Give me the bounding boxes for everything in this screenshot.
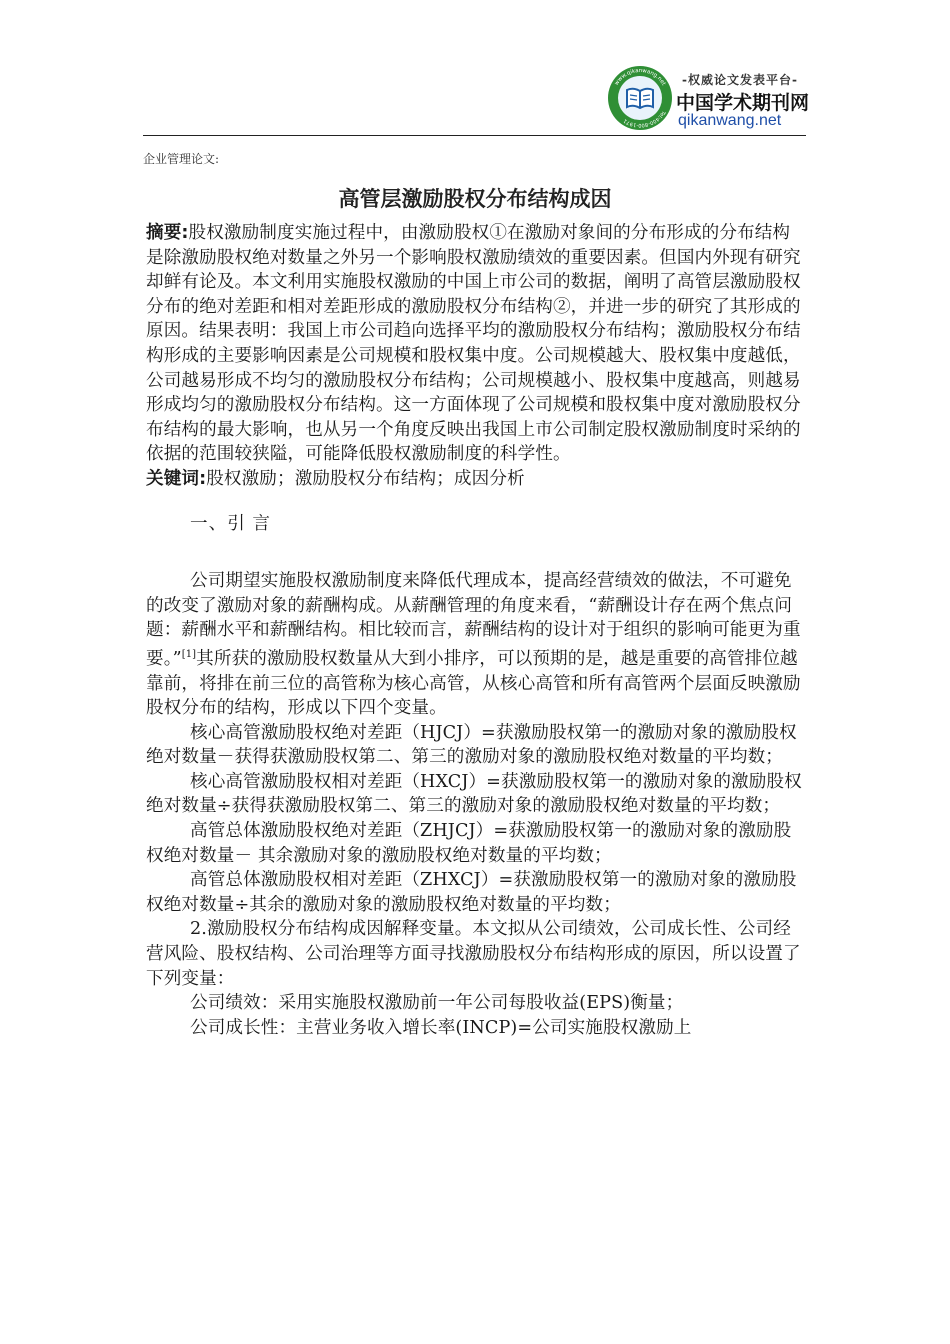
doc-category: 企业管理论文:: [143, 152, 220, 166]
paragraph-text: 公司期望实施股权激励制度来降低代理成本，提高经营绩效的做法，不可避免的改变了激励对象的薪酬构成。从薪酬管理的角度来看，“薪酬设计存在两个焦点问题：薪酬水平和薪酬结构。相比较而言，薪酬结构的设计对于组织的影响可能更为重要。”: [146, 571, 801, 669]
section-heading-intro: 一、引 言: [190, 513, 271, 534]
logo-ring-url: www.qikanwang.net: [613, 67, 667, 87]
citation-ref[interactable]: [1]: [181, 648, 197, 660]
doc-body: [146, 221, 806, 1040]
paragraph-text: 其所获的激励股权数量从大到小排序，可以预期的是，越是重要的高管排位越靠前，将排在前三位的高管称为核心高管，从核心高管和所有高管两个层面反映激励股权分布的结构，形成以下四个变量。: [146, 648, 801, 719]
paragraph: 2.激励股权分布结构成因解释变量。本文拟从公司绩效，公司成长性、公司经营风险、股权结构、公司治理等方面寻找激励股权分布结构形成的原因，所以设置了下列变量：: [146, 919, 801, 989]
abstract-label: 摘要:: [146, 223, 189, 243]
logo-name: 中国学术期刊网: [676, 92, 810, 114]
paragraph: 公司成长性：主营业务收入增长率(INCP)=公司实施股权激励上: [190, 1017, 692, 1038]
keywords-text: 股权激励；激励股权分布结构；成因分析: [206, 468, 525, 489]
abstract: [146, 221, 806, 467]
keywords: [146, 467, 806, 492]
paragraph: 高管总体激励股权绝对差距（ZHJCJ）=获激励股权第一的激励对象的激励股权绝对数量－ 其余激励对象的激励股权绝对数量的平均数；: [146, 821, 792, 866]
header-divider: [143, 135, 806, 136]
doc-title: 高管层激励股权分布结构成因: [338, 187, 612, 211]
logo-tagline: -权威论文发表平台-: [682, 73, 798, 87]
open-book-icon: [618, 76, 662, 120]
paragraph: [146, 569, 806, 721]
logo-domain[interactable]: qikanwang.net: [678, 112, 782, 129]
paragraph: 核心高管激励股权绝对差距（HJCJ）=获激励股权第一的激励对象的激励股权绝对数量－获得获激励股权第二、第三的激励对象的激励股权绝对数量的平均数；: [146, 722, 797, 768]
abstract-text: 股权激励制度实施过程中，由激励股权①在激励对象间的分布形成的分布结构是除激励股权绝对数量之外另一个影响股权激励绩效的重要因素。但国内外现有研究却鲜有论及。本文利用实施股权激励的中国上市公司的数据，阐明了高管层激励股权分布的绝对差距和相对差距形成的激励股权分布结构②，并进一步的研究了其形成的原因。结果表明：我国上市公司趋向选择平均的激励股权分布结构；激励股权分布结构形成的主要影响因素是公司规模和股权集中度。公司规模越大、股权集中度越低，公司越易形成不均匀的激励股权分布结构；公司规模越小、股权集中度越高，则越易形成均匀的激励股权分布结构。这一方面体现了公司规模和股权集中度对激励股权分布结构的最大影响，也从另一个角度反映出我国上市公司制定股权激励制度时采纳的依据的范围较狭隘，可能降低股权激励制度的科学性。: [146, 223, 801, 465]
site-logo[interactable]: [608, 66, 818, 134]
keywords-label: 关键词:: [146, 468, 207, 489]
paragraph: 高管总体激励股权相对差距（ZHXCJ）=获激励股权第一的激励对象的激励股权绝对数量÷其余的激励对象的激励股权绝对数量的平均数；: [146, 870, 797, 915]
paragraph: 核心高管激励股权相对差距（HXCJ）=获激励股权第一的激励对象的激励股权绝对数量÷获得获激励股权第二、第三的激励对象的激励股权绝对数量的平均数；: [146, 771, 802, 817]
paragraph: 公司绩效：采用实施股权激励前一年公司每股收益(EPS)衡量；: [190, 993, 684, 1014]
logo-ring-phone: Tel:400-800-1971: [622, 109, 667, 129]
logo-badge: [608, 66, 672, 130]
